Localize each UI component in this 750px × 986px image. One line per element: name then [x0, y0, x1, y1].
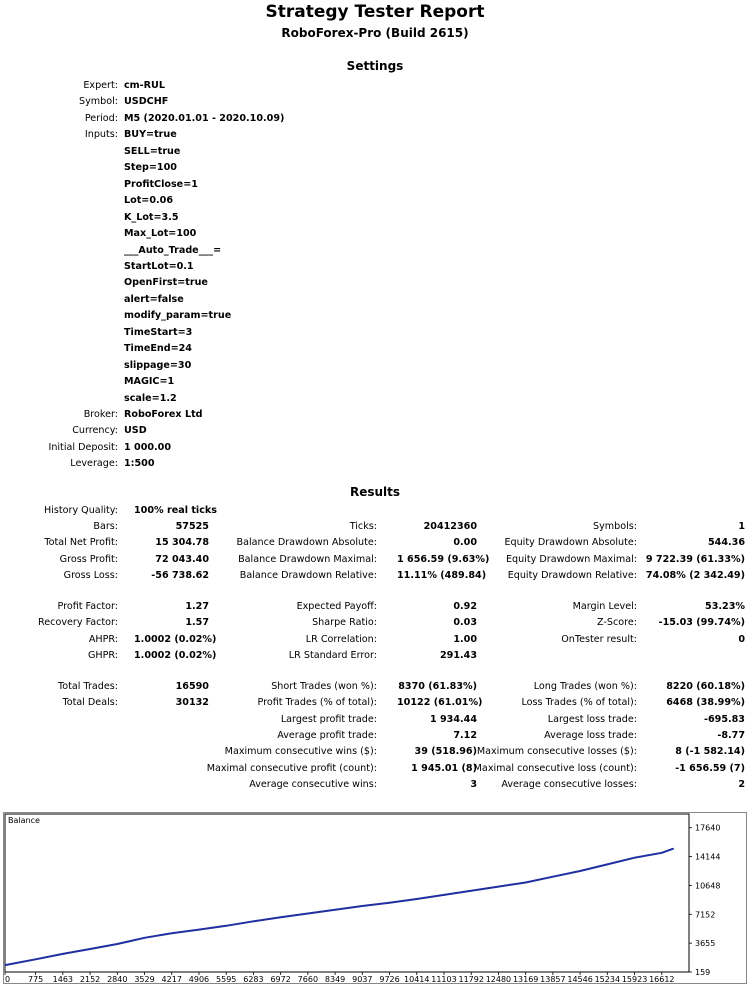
result-value: 10122 (61.01%) — [397, 697, 483, 709]
result-label: Average consecutive wins: — [249, 778, 377, 790]
history-quality-label: History Quality: — [44, 505, 118, 516]
x-tick-label: 4906 — [188, 975, 210, 984]
result-label: GHPR: — [87, 649, 118, 661]
result-value: 0.92 — [453, 601, 477, 612]
x-tick-label: 12480 — [485, 975, 512, 984]
result-label: Total Deals: — [62, 697, 118, 709]
setting-label: Period: — [84, 112, 118, 124]
setting-value: cm-RUL — [124, 80, 165, 91]
x-tick-label: 3529 — [134, 975, 155, 984]
result-label: Sharpe Ratio: — [312, 617, 377, 629]
balance-point — [389, 902, 391, 904]
balance-point — [171, 932, 173, 934]
result-label: Symbols: — [593, 521, 637, 532]
x-tick-label: 2152 — [79, 975, 101, 984]
setting-value: StartLot=0.1 — [124, 260, 194, 272]
setting-value: OpenFirst=true — [124, 277, 208, 289]
x-tick-label: 11792 — [458, 975, 484, 984]
result-label: Maximum consecutive wins ($): — [224, 746, 377, 758]
x-tick-label: 4217 — [161, 975, 182, 984]
balance-point — [607, 864, 609, 866]
x-tick-label: 16612 — [649, 975, 675, 984]
result-value: 53.23% — [705, 601, 745, 612]
result-value: 7.12 — [453, 729, 477, 741]
balance-point — [470, 890, 472, 892]
result-value: 39 (518.96) — [414, 746, 477, 758]
result-value: 20412360 — [423, 521, 477, 532]
history-quality-value: 100% real ticks — [134, 505, 217, 516]
result-value: 8370 (61.83%) — [398, 681, 477, 692]
y-tick-label: 159 — [695, 968, 711, 977]
result-value: 9 722.39 (61.33%) — [645, 553, 745, 565]
result-label: Equity Drawdown Maximal: — [505, 553, 637, 565]
y-tick-label: 17640 — [695, 823, 721, 833]
result-label: Maximum consecutive losses ($): — [476, 746, 637, 758]
setting-value: MAGIC=1 — [124, 376, 175, 388]
x-tick-label: 9037 — [352, 975, 373, 984]
setting-value: ProfitClose=1 — [124, 178, 198, 190]
result-value: 0.03 — [453, 617, 477, 629]
setting-label: Initial Deposit: — [48, 441, 118, 453]
result-label: Largest profit trade: — [280, 713, 377, 725]
result-label: Maximal consecutive loss (count): — [473, 762, 637, 774]
result-value: 1.00 — [453, 633, 477, 645]
balance-point — [498, 886, 500, 888]
result-value: 1.0002 (0.02%) — [134, 633, 217, 645]
setting-value: modify_param=true — [124, 310, 232, 322]
result-label: Total Trades: — [58, 681, 118, 692]
x-tick-label: 6972 — [270, 975, 291, 984]
result-label: Balance Drawdown Relative: — [239, 569, 377, 581]
setting-value: SELL=true — [124, 145, 181, 157]
balance-point — [144, 937, 146, 939]
result-label: Long Trades (won %): — [533, 681, 637, 692]
balance-point — [253, 921, 255, 923]
balance-point — [198, 929, 200, 931]
balance-point — [672, 848, 674, 850]
setting-value: Max_Lot=100 — [124, 228, 197, 240]
result-label: LR Standard Error: — [288, 649, 377, 661]
report-subtitle: RoboForex-Pro (Build 2615) — [281, 26, 469, 40]
setting-value: USD — [124, 425, 147, 437]
result-value: 1.57 — [185, 617, 209, 629]
balance-point — [307, 913, 309, 915]
report-title: Strategy Tester Report — [265, 2, 485, 22]
setting-value: BUY=true — [124, 129, 177, 141]
setting-value: alert=false — [124, 293, 184, 305]
result-label: Equity Drawdown Relative: — [507, 569, 637, 581]
balance-point — [35, 958, 37, 960]
result-label: Average profit trade: — [277, 729, 377, 741]
result-value: 8 (-1 582.14) — [675, 746, 745, 758]
balance-point — [552, 876, 554, 878]
result-value: 1 — [738, 521, 745, 532]
result-value: 2 — [738, 778, 745, 790]
setting-value: K_Lot=3.5 — [124, 211, 179, 223]
result-label: Average consecutive losses: — [501, 778, 637, 790]
setting-value: USDCHF — [124, 96, 169, 108]
setting-value: scale=1.2 — [124, 392, 177, 404]
x-tick-label: 8349 — [324, 975, 346, 984]
x-tick-label: 11103 — [431, 975, 457, 984]
setting-value: TimeStart=3 — [124, 326, 193, 338]
settings-heading: Settings — [346, 59, 404, 73]
setting-value: 1 000.00 — [124, 441, 172, 453]
result-value: 1.0002 (0.02%) — [134, 649, 217, 661]
setting-value: M5 (2020.01.01 - 2020.10.09) — [124, 112, 285, 124]
result-value: -15.03 (99.74%) — [658, 617, 745, 629]
x-tick-label: 13169 — [512, 975, 539, 984]
result-label: Short Trades (won %): — [271, 681, 377, 692]
y-tick-label: 10648 — [695, 881, 721, 891]
x-tick-label: 775 — [28, 975, 44, 984]
result-value: 16590 — [175, 681, 209, 692]
result-label: OnTester result: — [561, 633, 637, 645]
setting-value: ___Auto_Trade___= — [124, 244, 222, 256]
balance-point — [89, 948, 91, 950]
balance-point — [280, 916, 282, 918]
balance-point — [362, 905, 364, 907]
result-label: Gross Loss: — [63, 569, 118, 581]
result-label: Z-Score: — [597, 617, 637, 629]
result-label: Average loss trade: — [544, 729, 637, 741]
result-label: Total Net Profit: — [44, 537, 118, 549]
result-value: -1 656.59 (7) — [675, 762, 745, 774]
balance-point — [661, 852, 663, 854]
result-value: 291.43 — [439, 649, 477, 661]
setting-value: RoboForex Ltd — [124, 409, 203, 420]
result-label: Margin Level: — [572, 601, 637, 612]
x-tick-label: 9726 — [379, 975, 400, 984]
result-value: -56 738.62 — [151, 569, 209, 581]
result-value: 30132 — [175, 697, 209, 709]
result-label: Gross Profit: — [59, 553, 118, 565]
result-value: 11.11% (489.84) — [397, 569, 487, 581]
result-value: 57525 — [175, 521, 209, 532]
result-label: Ticks: — [349, 521, 377, 532]
setting-value: 1:500 — [124, 458, 155, 470]
setting-value: TimeEnd=24 — [124, 343, 192, 355]
x-tick-label: 5595 — [216, 975, 237, 984]
result-label: Expected Payoff: — [296, 601, 377, 612]
setting-label: Symbol: — [79, 96, 118, 108]
x-tick-label: 0 — [5, 975, 11, 984]
result-value: 1.27 — [185, 601, 209, 612]
result-value: 0.00 — [453, 537, 477, 549]
balance-point — [4, 964, 6, 966]
balance-point — [634, 857, 636, 859]
balance-chart — [3, 812, 747, 984]
result-value: 15 304.78 — [155, 537, 209, 549]
x-tick-label: 1463 — [52, 975, 74, 984]
x-tick-label: 2840 — [107, 975, 128, 984]
y-tick-label: 14144 — [695, 852, 721, 862]
result-label: AHPR: — [88, 633, 118, 645]
result-label: Profit Trades (% of total): — [257, 697, 377, 709]
setting-value: Lot=0.06 — [124, 195, 173, 207]
y-tick-label: 3655 — [695, 939, 716, 949]
result-label: Balance Drawdown Maximal: — [238, 553, 377, 565]
result-value: -8.77 — [717, 729, 745, 741]
result-label: Balance Drawdown Absolute: — [236, 537, 377, 549]
setting-label: Broker: — [83, 409, 118, 420]
result-value: 6468 (38.99%) — [666, 697, 745, 709]
balance-point — [525, 882, 527, 884]
result-value: 0 — [738, 633, 745, 645]
balance-point — [116, 943, 118, 945]
x-tick-label: 6283 — [243, 975, 264, 984]
y-tick-label: 7152 — [695, 910, 716, 920]
x-tick-label: 7660 — [297, 975, 319, 984]
balance-point — [416, 898, 418, 900]
result-value: 72 043.40 — [155, 553, 209, 565]
result-value: 74.08% (2 342.49) — [645, 569, 745, 581]
result-label: Bars: — [93, 521, 118, 532]
balance-point — [62, 953, 64, 955]
result-label: Recovery Factor: — [38, 617, 118, 629]
balance-point — [225, 925, 227, 927]
result-value: 8220 (60.18%) — [666, 681, 745, 692]
x-tick-label: 14546 — [567, 975, 593, 984]
x-tick-label: 10414 — [404, 975, 430, 984]
plot-area — [5, 814, 689, 972]
result-label: Largest loss trade: — [547, 713, 637, 725]
result-label: Equity Drawdown Absolute: — [504, 537, 637, 549]
result-label: Loss Trades (% of total): — [521, 697, 637, 709]
x-tick-label: 15234 — [594, 975, 621, 984]
setting-value: Step=100 — [124, 162, 177, 174]
result-value: 1 934.44 — [429, 713, 477, 725]
result-value: 3 — [470, 778, 477, 790]
result-value: 1 945.01 (8) — [411, 762, 477, 774]
result-value: 544.36 — [707, 537, 745, 549]
balance-point — [334, 909, 336, 911]
setting-label: Currency: — [72, 425, 118, 437]
setting-label: Leverage: — [70, 458, 118, 470]
chart-title: Balance — [8, 816, 40, 825]
x-tick-label: 15923 — [621, 975, 648, 984]
result-label: LR Correlation: — [305, 633, 377, 645]
result-value: 1 656.59 (9.63%) — [397, 553, 490, 565]
balance-point — [579, 870, 581, 872]
results-heading: Results — [349, 485, 401, 499]
balance-point — [443, 894, 445, 896]
result-label: Maximal consecutive profit (count): — [206, 762, 377, 774]
setting-label: Expert: — [83, 80, 118, 91]
result-label: Profit Factor: — [57, 601, 118, 612]
result-value: -695.83 — [703, 713, 745, 725]
setting-label: Inputs: — [84, 129, 118, 141]
setting-value: slippage=30 — [124, 359, 192, 371]
x-tick-label: 13857 — [540, 975, 566, 984]
